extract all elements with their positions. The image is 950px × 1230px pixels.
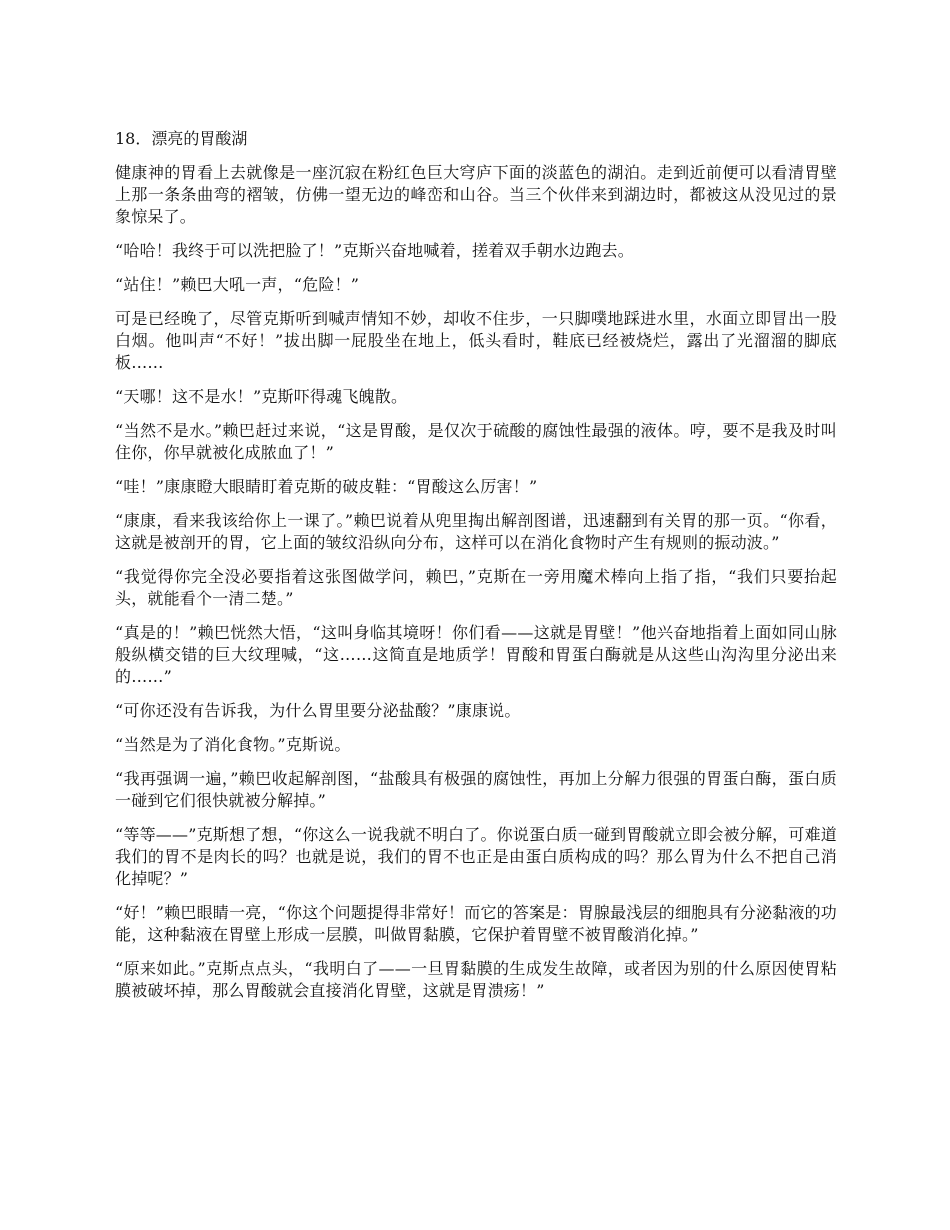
paragraph: “当然是为了消化食物。”克斯说。 [115, 735, 351, 754]
paragraph: “真是的！”赖巴恍然大悟，“这叫身临其境呀！你们看——这就是胃壁！”他兴奋地指着上面如同山脉般纵横交错的巨大纹理喊，“这……这简直是地质学！胃酸和胃蛋白酶就是从这些山沟沟里分泌出来的……” [115, 623, 837, 686]
paragraph: “可你还没有告诉我，为什么胃里要分泌盐酸？”康康说。 [115, 701, 521, 720]
paragraph: 可是已经晚了，尽管克斯听到喊声情知不妙，却收不住步，一只脚噗地踩进水里，水面立即冒出一股白烟。他叫声“不好！”拔出脚一屁股坐在地上，低头看时，鞋底已经被烧烂，露出了光溜溜的脚底板…… [115, 309, 837, 372]
paragraph: “等等——”克斯想了想，“你这么一说我就不明白了。你说蛋白质一碰到胃酸就立即会被分解，可难道我们的胃不是肉长的吗？也就是说，我们的胃不也正是由蛋白质构成的吗？那么胃为什么不把自己消化掉呢？” [115, 825, 837, 888]
paragraph: “康康，看来我该给你上一课了。”赖巴说着从兜里掏出解剖图谱，迅速翻到有关胃的那一页。“你看，这就是被剖开的胃，它上面的皱纹沿纵向分布，这样可以在消化食物时产生有规则的振动波。” [115, 511, 837, 552]
paragraph: “好！”赖巴眼睛一亮，“你这个问题提得非常好！而它的答案是：胃腺最浅层的细胞具有分泌黏液的功能，这种黏液在胃壁上形成一层膜，叫做胃黏膜，它保护着胃壁不被胃酸消化掉。” [115, 903, 837, 944]
paragraph: “站住！”赖巴大吼一声，“危险！” [115, 275, 360, 294]
paragraph: “当然不是水。”赖巴赶过来说，“这是胃酸，是仅次于硫酸的腐蚀性最强的液体。哼，要不是我及时叫住你，你早就被化成脓血了！” [115, 421, 837, 462]
paragraph: “原来如此。”克斯点点头，“我明白了——一旦胃黏膜的生成发生故障，或者因为别的什么原因使胃粘膜被破坏掉，那么胃酸就会直接消化胃壁，这就是胃溃疡！” [115, 959, 837, 1000]
paragraph: “我觉得你完全没必要指着这张图做学问，赖巴，”克斯在一旁用魔术棒向上指了指，“我们只要抬起头，就能看个一清二楚。” [115, 567, 837, 608]
paragraph: “哇！”康康瞪大眼睛盯着克斯的破皮鞋：“胃酸这么厉害！” [115, 477, 538, 496]
paragraph: 健康神的胃看上去就像是一座沉寂在粉红色巨大穹庐下面的淡蓝色的湖泊。走到近前便可以看清胃壁上那一条条曲弯的褶皱，仿佛一望无边的峰峦和山谷。当三个伙伴来到湖边时，都被这从没见过的景象惊呆了。 [115, 163, 837, 226]
paragraph: “天哪！这不是水！”克斯吓得魂飞魄散。 [115, 387, 408, 406]
document-page [115, 128, 837, 1014]
paragraph: “我再强调一遍，”赖巴收起解剖图，“盐酸具有极强的腐蚀性，再加上分解力很强的胃蛋白酶，蛋白质一碰到它们很快就被分解掉。” [115, 769, 837, 810]
paragraph: “哈哈！我终于可以洗把脸了！”克斯兴奋地喊着，搓着双手朝水边跑去。 [115, 241, 634, 260]
document-title: 18．漂亮的胃酸湖 [115, 129, 248, 148]
